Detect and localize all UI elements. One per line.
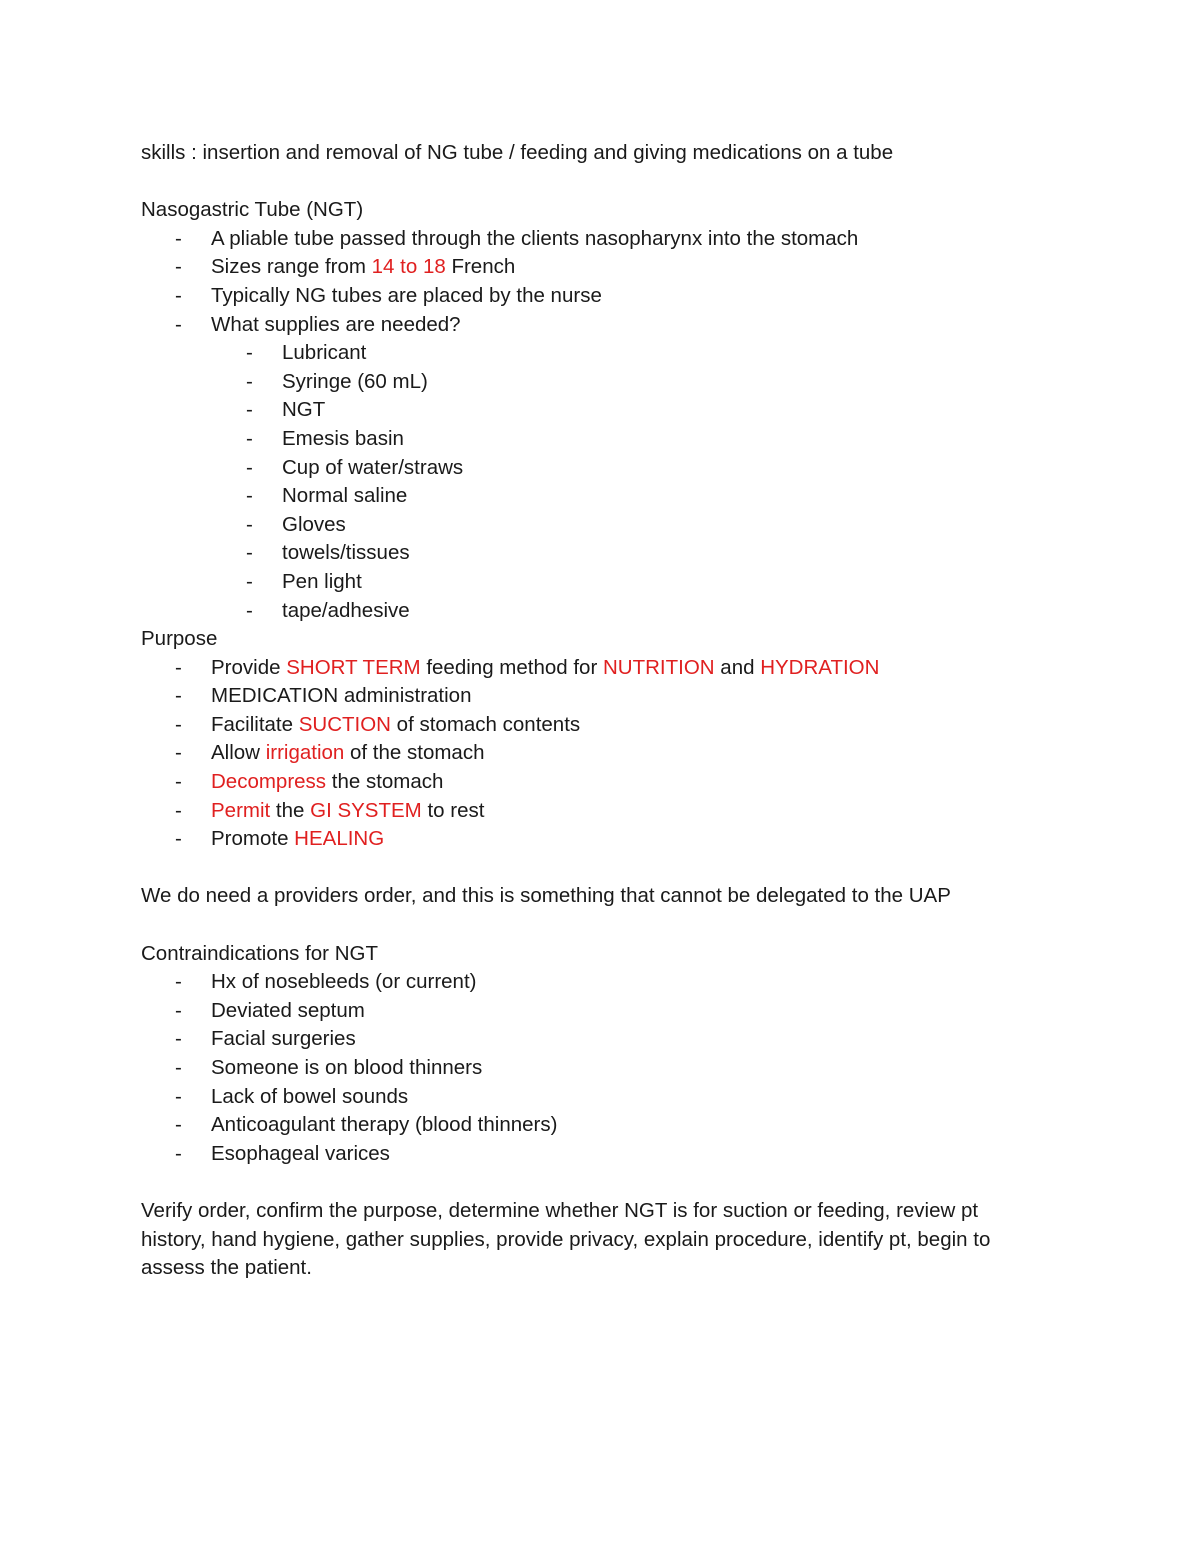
text-span: Esophageal varices [211, 1141, 390, 1165]
text-span: NGT [282, 398, 326, 422]
paragraph [141, 1197, 1061, 1283]
text-span: the stomach [326, 770, 444, 794]
bullet-dash: - [175, 770, 182, 794]
bullet-dash: - [175, 827, 182, 851]
bullet-dash: - [175, 970, 182, 994]
list-item [141, 682, 1061, 711]
bullet-dash: - [246, 541, 253, 565]
blank-line [141, 854, 1061, 883]
list-item [141, 253, 1061, 282]
sub-list-item [141, 454, 1061, 483]
text-span: feeding method for [420, 655, 603, 679]
text-span: Nasogastric Tube (NGT) [141, 198, 364, 222]
text-span: What supplies are needed? [211, 312, 461, 336]
text-span: A pliable tube passed through the clients nasopharynx into the stomach [211, 226, 859, 250]
sub-list-item [141, 396, 1061, 425]
text-span: Contraindications for NGT [141, 941, 378, 965]
document-body [141, 139, 1061, 1283]
bullet-dash: - [175, 226, 182, 250]
text-span: Pen light [282, 569, 362, 593]
text-span: Provide [211, 655, 287, 679]
sub-list-item [141, 568, 1061, 597]
bullet-dash: - [246, 341, 253, 365]
bullet-dash: - [175, 741, 182, 765]
bullet-dash: - [175, 1027, 182, 1051]
text-span: Hx of nosebleeds (or current) [211, 970, 477, 994]
text-span: of stomach contents [390, 712, 581, 736]
list-item [141, 768, 1061, 797]
text-span: towels/tissues [282, 541, 410, 565]
blank-line [141, 911, 1061, 940]
list-item [141, 1083, 1061, 1112]
text-span: Allow [211, 741, 266, 765]
text-span: and [714, 655, 761, 679]
text-span: Sizes range from [211, 255, 372, 279]
text-span: to rest [421, 798, 485, 822]
text-span: Someone is on blood thinners [211, 1056, 483, 1079]
sub-list-item [141, 482, 1061, 511]
bullet-dash: - [175, 798, 182, 822]
list-item [141, 1111, 1061, 1140]
text-span: tape/adhesive [282, 598, 410, 622]
highlighted-text: 14 to 18 [371, 255, 446, 279]
text-span: Verify order, confirm the purpose, determine whether NGT is for suction or feeding, review pt history, hand hygiene, gather supplies, provide privacy, explain procedure, identify pt, begin to assess the patient. [141, 1198, 991, 1280]
highlighted-text: irrigation [265, 741, 345, 765]
list-item [141, 825, 1061, 854]
text-span: Lubricant [282, 341, 367, 365]
bullet-dash: - [175, 1141, 182, 1165]
text-span: Normal saline [282, 484, 408, 508]
list-item [141, 282, 1061, 311]
blank-line [141, 168, 1061, 197]
text-span: MEDICATION administration [211, 684, 472, 708]
bullet-dash: - [175, 1113, 182, 1137]
bullet-dash: - [175, 998, 182, 1022]
text-span: Typically NG tubes are placed by the nurse [211, 283, 602, 307]
highlighted-text: SUCTION [298, 712, 391, 736]
bullet-dash: - [246, 484, 253, 508]
highlighted-text: SHORT TERM [286, 655, 421, 679]
text-span: Gloves [282, 512, 346, 536]
bullet-dash: - [175, 712, 182, 736]
text-span: Syringe (60 mL) [282, 369, 428, 393]
bullet-dash: - [175, 1056, 182, 1079]
text-span: of the stomach [344, 741, 485, 765]
highlighted-text: HYDRATION [760, 655, 880, 679]
text-span: Promote [211, 827, 295, 851]
bullet-dash: - [175, 283, 182, 307]
bullet-dash: - [175, 1084, 182, 1108]
text-span: Deviated septum [211, 998, 365, 1022]
text-span: skills : insertion and removal of NG tube / feeding and giving medications on a tube [141, 141, 894, 164]
list-item [141, 997, 1061, 1026]
text-span: Cup of water/straws [282, 455, 464, 479]
bullet-dash: - [246, 426, 253, 450]
bullet-dash: - [246, 598, 253, 622]
bullet-dash: - [246, 512, 253, 536]
text-span: Lack of bowel sounds [211, 1084, 409, 1108]
bullet-dash: - [175, 255, 182, 279]
paragraph [141, 196, 1061, 225]
list-item [141, 1054, 1061, 1083]
list-item [141, 1025, 1061, 1054]
bullet-dash: - [246, 455, 253, 479]
text-span: Anticoagulant therapy (blood thinners) [211, 1113, 558, 1137]
list-item [141, 225, 1061, 254]
bullet-dash: - [175, 655, 182, 679]
list-item [141, 711, 1061, 740]
bullet-dash: - [246, 369, 253, 393]
sub-list-item [141, 511, 1061, 540]
text-span: French [445, 255, 516, 279]
list-item [141, 654, 1061, 683]
highlighted-text: Permit [211, 798, 271, 822]
sub-list-item [141, 339, 1061, 368]
highlighted-text: NUTRITION [602, 655, 715, 679]
text-span: Emesis basin [282, 426, 404, 450]
text-span: the [270, 798, 311, 822]
text-span: Purpose [141, 627, 218, 651]
list-item [141, 968, 1061, 997]
paragraph [141, 882, 1061, 911]
highlighted-text: GI SYSTEM [310, 798, 422, 822]
sub-list-item [141, 425, 1061, 454]
text-span: Facial surgeries [211, 1027, 356, 1051]
text-span: Facilitate [211, 712, 299, 736]
list-item [141, 739, 1061, 768]
blank-line [141, 1168, 1061, 1197]
sub-list-item [141, 597, 1061, 626]
list-item [141, 311, 1061, 340]
bullet-dash: - [175, 312, 182, 336]
paragraph [141, 625, 1061, 654]
sub-list-item [141, 539, 1061, 568]
bullet-dash: - [175, 684, 182, 708]
paragraph [141, 139, 1061, 168]
paragraph [141, 940, 1061, 969]
list-item [141, 797, 1061, 826]
highlighted-text: Decompress [211, 770, 327, 794]
list-item [141, 1140, 1061, 1169]
text-span: We do need a providers order, and this is something that cannot be delegated to the UAP [141, 884, 951, 908]
sub-list-item [141, 368, 1061, 397]
bullet-dash: - [246, 569, 253, 593]
bullet-dash: - [246, 398, 253, 422]
highlighted-text: HEALING [294, 827, 385, 851]
